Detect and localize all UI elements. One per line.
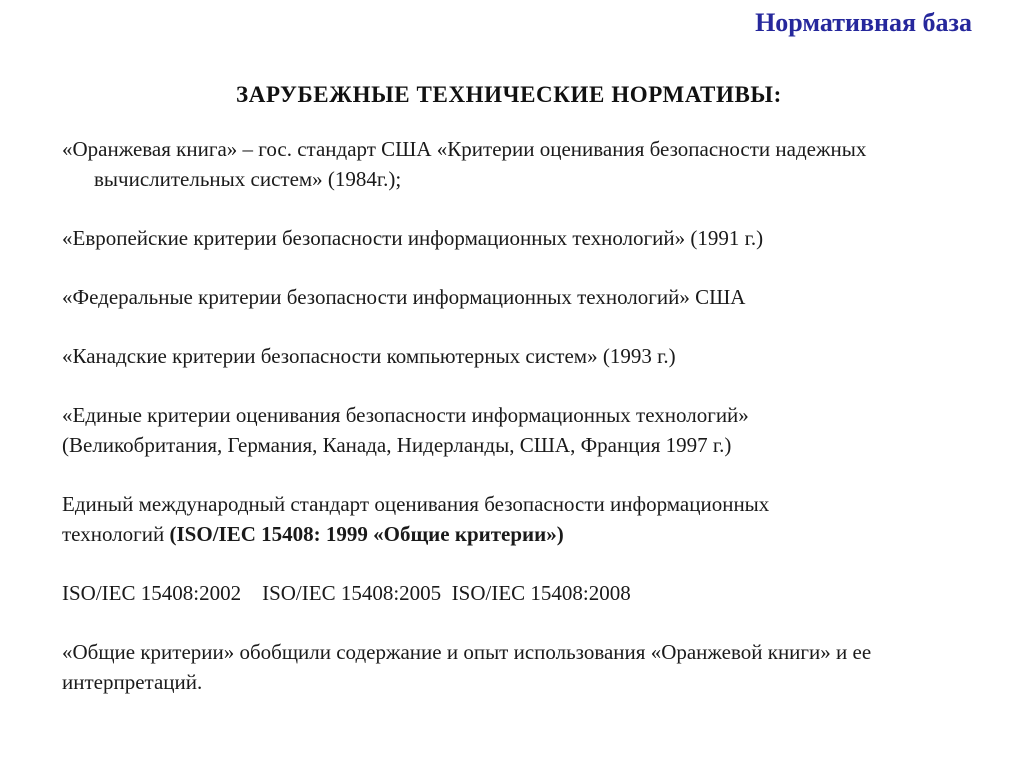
item-summary: «Общие критерии» обобщили содержание и опыт использования «Оранжевой книги» и ее интерпретаций. xyxy=(62,640,872,694)
item-canadian-criteria: «Канадские критерии безопасности компьютерных систем» (1993 г.) xyxy=(62,344,676,368)
unified-criteria-line1: «Единые критерии оценивания безопасности информационных технологий» xyxy=(62,403,749,427)
item-international-standard xyxy=(62,489,962,549)
intl-standard-line1: Единый международный стандарт оценивания безопасности информационных xyxy=(62,492,770,516)
item-iso-versions xyxy=(62,578,962,608)
iso-versions-text: ISO/IEC 15408:2002 ISO/IEC 15408:2005 ISO/IEC 15408:2008 xyxy=(62,581,631,605)
unified-criteria-line2: (Великобритания, Германия, Канада, Нидерланды, США, Франция 1997 г.) xyxy=(62,433,732,457)
intl-standard-line2-prefix: технологий xyxy=(62,522,170,546)
item-orange-book: «Оранжевая книга» – гос. стандарт США «Критерии оценивания безопасности надежных вычислительных систем» (1984г.); xyxy=(62,137,867,191)
section-heading: ЗАРУБЕЖНЫЕ ТЕХНИЧЕСКИЕ НОРМАТИВЫ: xyxy=(236,82,782,107)
item-federal-criteria: «Федеральные критерии безопасности информационных технологий» США xyxy=(62,285,746,309)
intl-standard-iso-1999: (ISO/IEC 15408: 1999 «Общие критерии») xyxy=(169,522,564,546)
slide-content xyxy=(62,134,962,726)
item-european-criteria: «Европейские критерии безопасности информационных технологий» (1991 г.) xyxy=(62,226,764,250)
item-unified-criteria xyxy=(62,400,962,460)
slide-title: Нормативная база xyxy=(755,8,972,37)
